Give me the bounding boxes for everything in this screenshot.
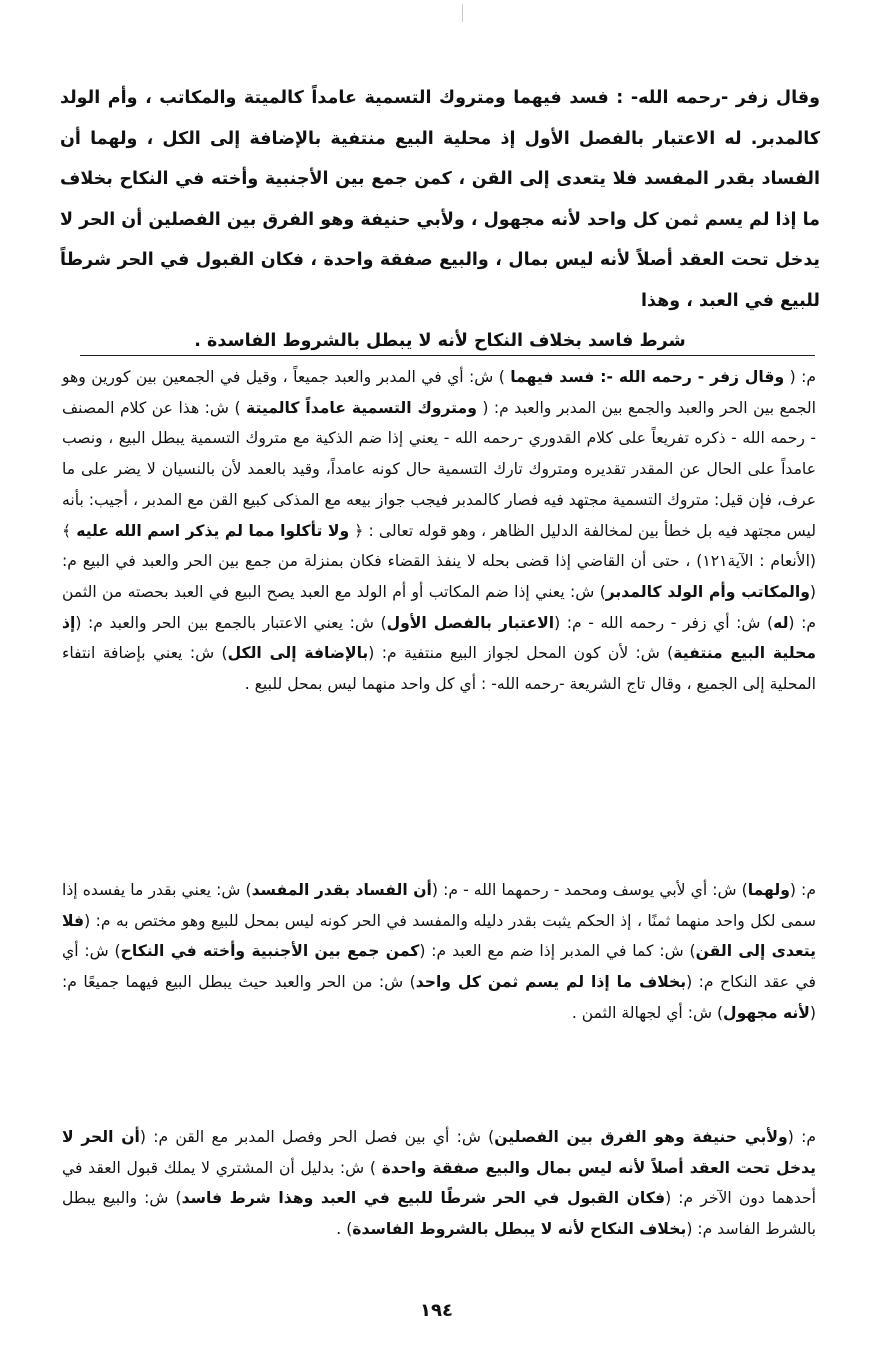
commentary-segment: ) ش: يعني إذا ضم المكاتب أو أم الولد مع العبد يصح البيع في العبد بحصته من الثمن م: ( xyxy=(62,582,816,632)
matn-text xyxy=(60,78,820,362)
quoted-matn-segment: بالإضافة إلى الكل xyxy=(227,644,369,663)
quoted-matn-segment: أن الحر لا يدخل تحت العقد أصلاً لأنه ليس بمال والبيع صفقة واحدة xyxy=(62,1128,816,1177)
quoted-matn-segment: كمن جمع بين الأجنبية وأخته في النكاح xyxy=(120,942,420,961)
quoted-matn-segment: له xyxy=(773,613,789,632)
commentary-segment: ) ش: أي زفر - رحمه الله - م: ( xyxy=(554,613,774,632)
commentary-segment: ) ش: يعني بقدر ما يفسده إذا سمى لكل واحد منهما ثمنًا ، إذ الحكم يثبت بقدر دليله والمفسد في الحر كونه ليس بمحل للبيع وهو مختص به م: ( xyxy=(62,881,816,930)
commentary-segment: ) . xyxy=(336,1220,353,1239)
commentary-segment: م: ( xyxy=(789,881,816,899)
page-number: ١٩٤ xyxy=(420,1300,453,1321)
separator-line xyxy=(80,355,815,356)
commentary-segment: ) ش: والبيع يبطل بالشرط الفاسد م: ( xyxy=(62,1189,816,1239)
quoted-matn-segment: والمكاتب وأم الولد كالمدبر xyxy=(605,582,810,601)
commentary-segment: ) ش: لأن كون المحل لجواز البيع منتفية م: ( xyxy=(368,644,674,663)
quoted-matn-segment: فكان القبول في الحر شرطًا للبيع في العبد وهذا شرط فاسد xyxy=(181,1189,666,1208)
commentary-segment: م: ( xyxy=(784,368,817,386)
commentary-segment: ) ش: أي بين فصل الحر وفصل المدبر مع القن م: ( xyxy=(139,1128,495,1146)
quoted-matn-segment: ولهما xyxy=(747,881,790,899)
commentary-paragraph-1 xyxy=(62,362,816,700)
quoted-matn-segment: ومتروك التسمية عامداً كالميتة xyxy=(246,398,477,417)
quoted-matn-segment: بخلاف النكاح لأنه لا يبطل بالشروط الفاسدة xyxy=(352,1220,687,1239)
commentary-segment: ) ش: يعني الاعتبار بالجمع بين الحر والعبد م: ( xyxy=(75,613,387,632)
commentary-segment: ) ش: كما في المدبر إذا ضم مع العبد م: ( xyxy=(419,942,696,961)
quoted-matn-segment: ولا تأكلوا مما لم يذكر اسم الله عليه xyxy=(76,521,350,540)
commentary-segment: ﴾ (الأنعام : الآية١٢١) ، حتى أن القاضي إذا قضى بحله لا ينفذ القضاء فكان بمنزلة من جمع بين الحر والعبد في البيع م: ( xyxy=(62,521,817,601)
commentary-segment: ) ش: أي لأبي يوسف ومحمد - رحمهما الله - م: ( xyxy=(431,881,748,899)
scan-mark xyxy=(462,4,463,22)
quoted-matn-segment: ولأبي حنيفة وهو الفرق بين الفصلين xyxy=(494,1128,788,1146)
quoted-matn-segment: فلا يتعدى إلى القن xyxy=(62,911,816,961)
quoted-matn-segment: وقال زفر - رحمه الله -: فسد فيهما xyxy=(510,368,785,386)
commentary-segment: ) ش: يعني بإضافة انتفاء المحلية إلى الجميع ، وقال تاج الشريعة -رحمه الله- : أي كل واحد منهما ليس بمحل للبيع . xyxy=(62,644,816,694)
quoted-matn-segment: لأنه مجهول xyxy=(723,1003,810,1022)
commentary-segment: م: ( xyxy=(787,1128,816,1146)
matn-body: وقال زفر -رحمه الله- : فسد فيهما ومتروك التسمية عامداً كالميتة والمكاتب ، وأم الولد كالمدبر. له الاعتبار بالفصل الأول إذ محلية البيع منتفية بالإضافة إلى الكل ، ولهما أن الفساد بقدر المفسد فلا يتعدى إلى القن ، كمن جمع بين الأجنبية وأخته في النكاح بخلاف ما إذا لم يسم ثمن كل واحد لأنه مجهول ، ولأبي حنيفة وهو الفرق بين الفصلين أن الحر لا يدخل تحت العقد أصلاً لأنه ليس بمال ، والبيع صفقة واحدة ، فكان القبول في الحر شرطاً للبيع في العبد ، وهذا xyxy=(60,88,820,311)
commentary-paragraph-3 xyxy=(62,1122,816,1245)
quoted-matn-segment: إذ محلية البيع منتفية xyxy=(62,613,817,663)
quoted-matn-segment: أن الفساد بقدر المفسد xyxy=(251,881,432,899)
commentary-segment: ) ش: بدليل أن المشتري لا يملك قبول العقد في أحدهما دون الآخر م: ( xyxy=(62,1158,816,1208)
commentary-segment: ) ش: من الحر والعبد حيث يبطل البيع فيهما جميعًا م: ( xyxy=(62,973,816,1022)
commentary-segment: ) ش: أي في المدبر والعبد جميعاً ، وقيل في الجمعين بين كورين وهو الجمع بين الحر والعبد والجمع بين المدبر والعبد م: ( xyxy=(62,368,816,417)
quoted-matn-segment: بخلاف ما إذا لم يسم ثمن كل واحد xyxy=(415,973,687,992)
commentary-segment: ) ش: هذا عن كلام المصنف - رحمه الله - ذكره تفريعاً على كلام القدوري -رحمه الله - يعني إذا ضم الذكية مع متروك التسمية يبطل البيع ، ونصب عامداً على الحال عن المقدر تقديره ومتروك تارك التسمية حال كونه عامداً، وقيد بالعمد لأن بالنسيان لا يضر على ما عرف، فإن قيل: متروك التسمية مجتهد فيه فصار كالمدبر فيجب جواز بيعه مع المذكى كبيع القن مع المدبر ، أجيب: بأنه ليس مجتهد فيه بل خطأ بين لمخالفة الدليل الظاهر ، وهو قوله تعالى : ﴿ xyxy=(62,398,816,540)
quoted-matn-segment: الاعتبار بالفصل الأول xyxy=(386,613,555,632)
commentary-segment: ) ش: أي لجهالة الثمن . xyxy=(571,1003,724,1022)
matn-last-line: شرط فاسد بخلاف النكاح لأنه لا يبطل بالشروط الفاسدة . xyxy=(194,331,686,351)
commentary-paragraph-2 xyxy=(62,875,816,1029)
commentary-segment: ) ش: أي في عقد النكاح م: ( xyxy=(62,942,816,992)
